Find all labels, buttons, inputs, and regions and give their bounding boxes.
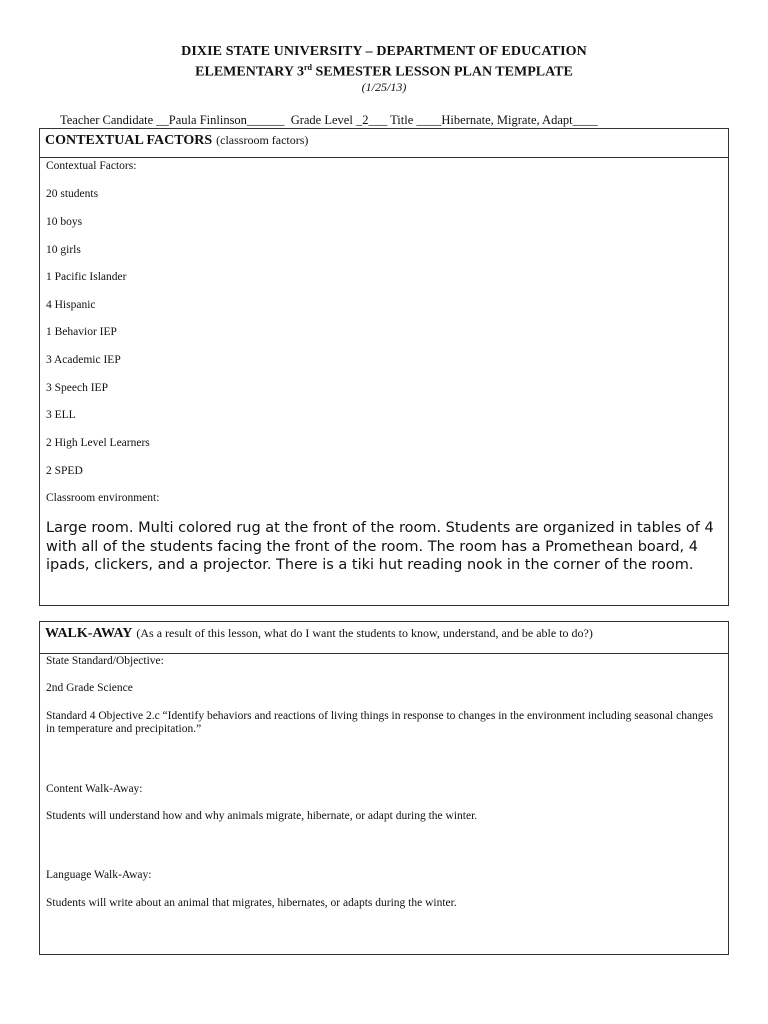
language-walk-away-label: Language Walk-Away:: [46, 869, 152, 881]
list-item: 4 Hispanic: [46, 299, 96, 311]
language-walk-away-text: Students will write about an animal that migrates, hibernates, or adapts during the winter.: [46, 897, 457, 909]
subtitle-superscript: rd: [303, 63, 312, 72]
walk-away-box: [39, 621, 729, 955]
list-item: 2 High Level Learners: [46, 437, 150, 449]
list-item: 10 girls: [46, 244, 81, 256]
list-item: 3 Speech IEP: [46, 382, 108, 394]
walk-away-header: [40, 622, 728, 654]
list-item: 3 Academic IEP: [46, 354, 121, 366]
list-item: 2 SPED: [46, 465, 83, 477]
list-item: 20 students: [46, 188, 99, 200]
walk-away-heading: WALK-AWAY: [45, 626, 133, 641]
content-walk-away-text: Students will understand how and why animals migrate, hibernate, or adapt during the winter.: [46, 810, 478, 822]
list-item: 3 ELL: [46, 409, 76, 421]
teacher-info-line: [60, 113, 598, 128]
title-label: Title: [390, 113, 414, 127]
title-value: ____Hibernate, Migrate, Adapt____: [416, 113, 598, 127]
walk-away-note: (As a result of this lesson, what do I want the students to know, understand, and be able to do?): [136, 626, 593, 640]
grade-subject: 2nd Grade Science: [46, 682, 133, 694]
teacher-label: Teacher Candidate: [60, 113, 154, 127]
grade-value: _2___: [355, 113, 388, 127]
content-walk-away-label: Content Walk-Away:: [46, 783, 143, 795]
teacher-value: __Paula Finlinson______: [156, 113, 285, 127]
list-item: 10 boys: [46, 216, 83, 228]
contextual-factors-heading: CONTEXTUAL FACTORS: [45, 133, 213, 148]
subtitle-suffix: SEMESTER LESSON PLAN TEMPLATE: [311, 64, 573, 80]
contextual-factors-header: [40, 129, 728, 158]
classroom-environment-text: Large room. Multi colored rug at the front of the room. Students are organized in tables of 4 with all of the students facing the front of the room. The room has a Promethean board, 4 ipads, clickers, and a projector. There is a tiki hut reading nook in the corner of the room.: [46, 520, 714, 574]
document-subtitle: [0, 63, 768, 81]
document-date: (1/25/13): [361, 80, 407, 94]
contextual-factors-label: Contextual Factors:: [46, 160, 137, 172]
grade-label: Grade Level: [290, 113, 353, 127]
contextual-factors-box: [39, 128, 729, 606]
list-item: 1 Behavior IEP: [46, 326, 117, 338]
contextual-factors-note: (classroom factors): [216, 133, 309, 147]
standard-text: Standard 4 Objective 2.c “Identify behaviors and reactions of living things in response to changes in the environment including seasonal changes in temperature and precipitation.”: [46, 710, 714, 736]
document-title: DIXIE STATE UNIVERSITY – DEPARTMENT OF EDUCATION: [181, 44, 587, 59]
classroom-environment-label: Classroom environment:: [46, 492, 160, 504]
list-item: 1 Pacific Islander: [46, 271, 127, 283]
subtitle-prefix: ELEMENTARY 3: [195, 64, 304, 80]
state-standard-label: State Standard/Objective:: [46, 655, 164, 667]
